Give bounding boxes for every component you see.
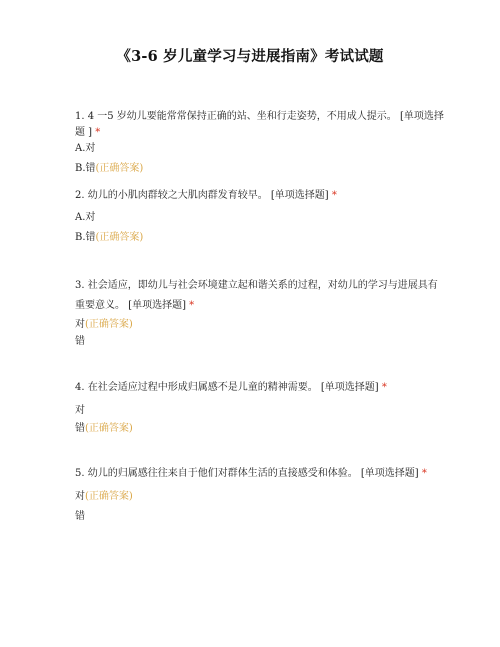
option-b[interactable]: 错(正确答案) — [75, 423, 133, 434]
required-mark: * — [381, 382, 387, 393]
option-b[interactable]: B.错(正确答案) — [75, 232, 144, 243]
question-5 — [75, 466, 445, 482]
question-4 — [75, 380, 445, 396]
option-a[interactable]: A.对 — [75, 143, 96, 154]
option-a[interactable]: 对(正确答案) — [75, 319, 133, 330]
question-text: 1. 4 一5 岁幼儿要能常常保持正确的站、坐和行走姿势，不用成人提示。 [单项选择题 ] * — [75, 111, 444, 138]
correct-answer-note: (正确答案) — [85, 423, 133, 434]
page-title: 《3-6 岁儿童学习与进展指南》考试试题 — [116, 48, 384, 65]
option-a[interactable]: A.对 — [75, 212, 96, 223]
option-b[interactable]: 错 — [75, 336, 85, 347]
option-a[interactable]: 对(正确答案) — [75, 491, 133, 502]
question-3 — [75, 276, 445, 316]
required-mark: * — [421, 468, 427, 479]
correct-answer-note: (正确答案) — [85, 319, 133, 330]
question-text: 4. 在社会适应过程中形成归属感不是儿童的精神需要。 [单项选择题] * — [75, 382, 387, 393]
option-b[interactable]: 错 — [75, 511, 85, 522]
question-text: 2. 幼儿的小肌肉群较之大肌肉群发育较早。 [单项选择题] * — [75, 190, 337, 201]
question-1 — [75, 109, 445, 141]
required-mark: * — [331, 190, 337, 201]
correct-answer-note: (正确答案) — [95, 163, 144, 174]
question-2 — [75, 188, 445, 204]
required-mark: * — [95, 127, 101, 138]
required-mark: * — [189, 300, 195, 311]
question-text: 3. 社会适应，即幼儿与社会环境建立起和谐关系的过程，对幼儿的学习与进展具有重要意义。 [单项选择题] * — [75, 280, 438, 311]
option-b[interactable]: B.错(正确答案) — [75, 163, 144, 174]
correct-answer-note: (正确答案) — [85, 491, 133, 502]
option-a[interactable]: 对 — [75, 405, 85, 416]
correct-answer-note: (正确答案) — [95, 232, 144, 243]
question-text: 5. 幼儿的归属感往往来自于他们对群体生活的直接感受和体验。 [单项选择题] * — [75, 468, 427, 479]
